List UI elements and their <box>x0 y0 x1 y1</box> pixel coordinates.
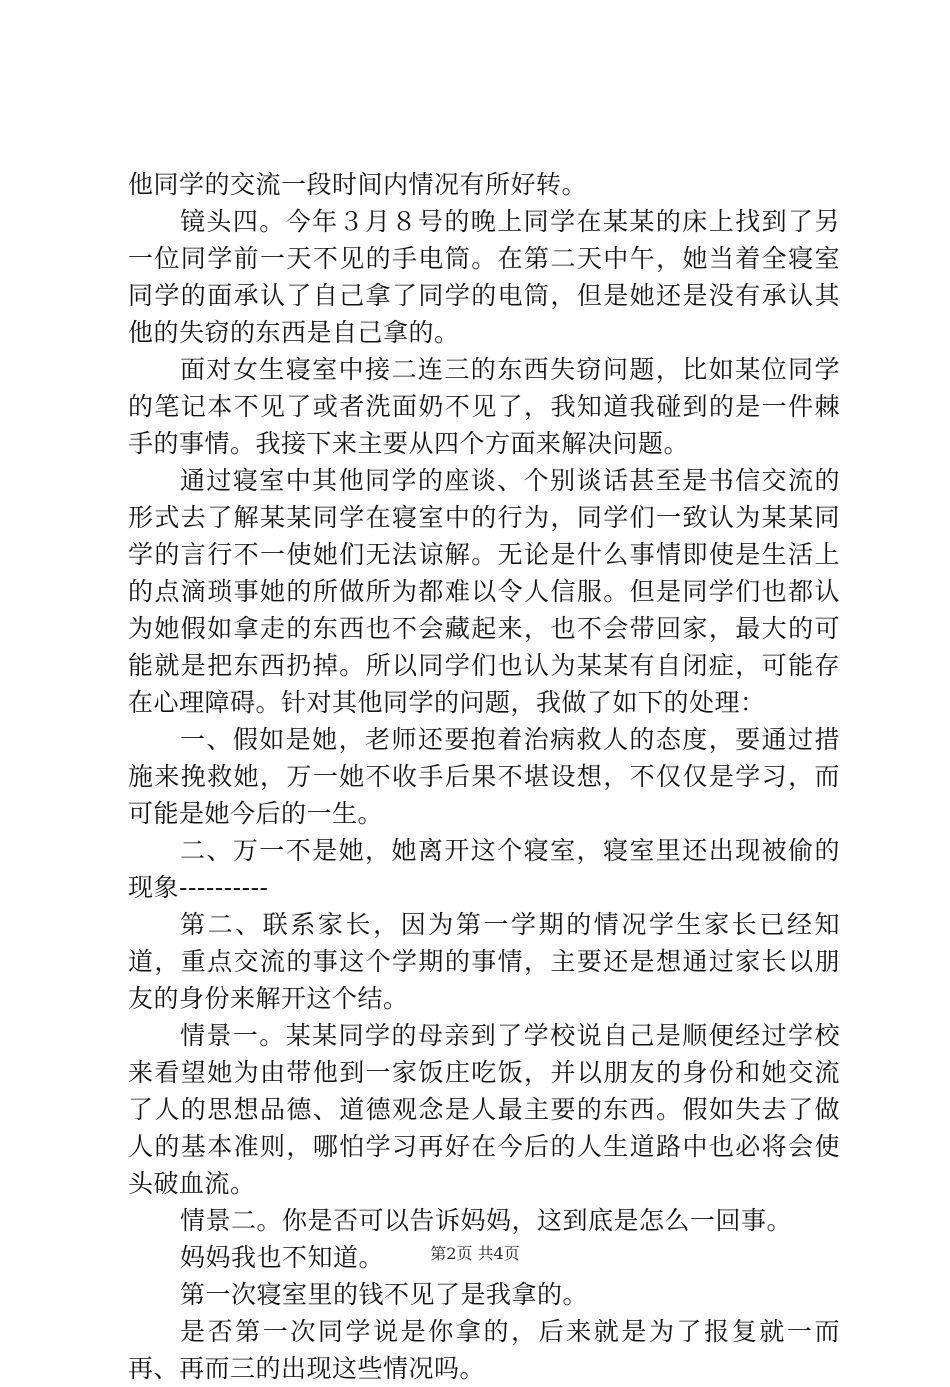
paragraph-point-two: 二、万一不是她，她离开这个寝室，寝室里还出现被偷的现象---------- <box>128 836 840 902</box>
paragraph-dialogue-3: 是否第一次同学说是你拿的，后来就是为了报复就一而再、再而三的出现这些情况吗。 <box>128 1317 840 1383</box>
paragraph-point-one: 一、假如是她，老师还要抱着治病救人的态度，要通过措施来挽救她，万一她不收手后果不堪设想，不仅仅是学习，而可能是她今后的一生。 <box>128 725 840 828</box>
paragraph-scene-one: 情景一。某某同学的母亲到了学校说自己是顺便经过学校来看望她为由带他到一家饭庄吃饭，并以朋友的身份和她交流了人的思想品德、道德观念是人最主要的东西。假如失去了做人的基本准则，哪怕学习再好在今后的人生道路中也必将会使头破血流。 <box>128 1021 840 1198</box>
paragraph-dialogue-1: 妈妈我也不知道。 <box>180 1243 385 1272</box>
paragraph-dialogue-2: 第一次寝室里的钱不见了是我拿的。 <box>180 1280 589 1309</box>
paragraph-classmate-talks: 通过寝室中其他同学的座谈、个别谈话甚至是书信交流的形式去了解某某同学在寝室中的行为，同学们一致认为某某同学的言行不一使她们无法谅解。无论是什么事情即使是生活上的点滴琐事她的所做所为都难以令人信服。但是同学们也都认为她假如拿走的东西也不会藏起来，也不会带回家，最大的可能就是把东西扔掉。所以同学们也认为某某有自闭症，可能存在心理障碍。针对其他同学的问题，我做了如下的处理： <box>128 466 840 717</box>
page-number-footer: 第2页 共4页 <box>430 1244 520 1263</box>
paragraph-theft-problem: 面对女生寝室中接二连三的东西失窃问题，比如某位同学的笔记本不见了或者洗面奶不见了，我知道我碰到的是一件棘手的事情。我接下来主要从四个方面来解决问题。 <box>128 355 840 458</box>
paragraph-scene-two: 情景二。你是否可以告诉妈妈，这到底是怎么一回事。 <box>180 1206 793 1235</box>
paragraph-shot-four: 镜头四。今年３月８号的晚上同学在某某的床上找到了另一位同学前一天不见的手电筒。在第二天中午，她当着全寝室同学的面承认了自己拿了同学的电筒，但是她还是没有承认其他的失窃的东西是自己拿的。 <box>128 207 840 347</box>
body-text <box>128 166 840 1387</box>
paragraph-contact-parents: 第二、联系家长，因为第一学期的情况学生家长已经知道，重点交流的事这个学期的事情，主要还是想通过家长以朋友的身份来解开这个结。 <box>128 910 840 1013</box>
paragraph-continuation: 他同学的交流一段时间内情况有所好转。 <box>128 170 588 199</box>
